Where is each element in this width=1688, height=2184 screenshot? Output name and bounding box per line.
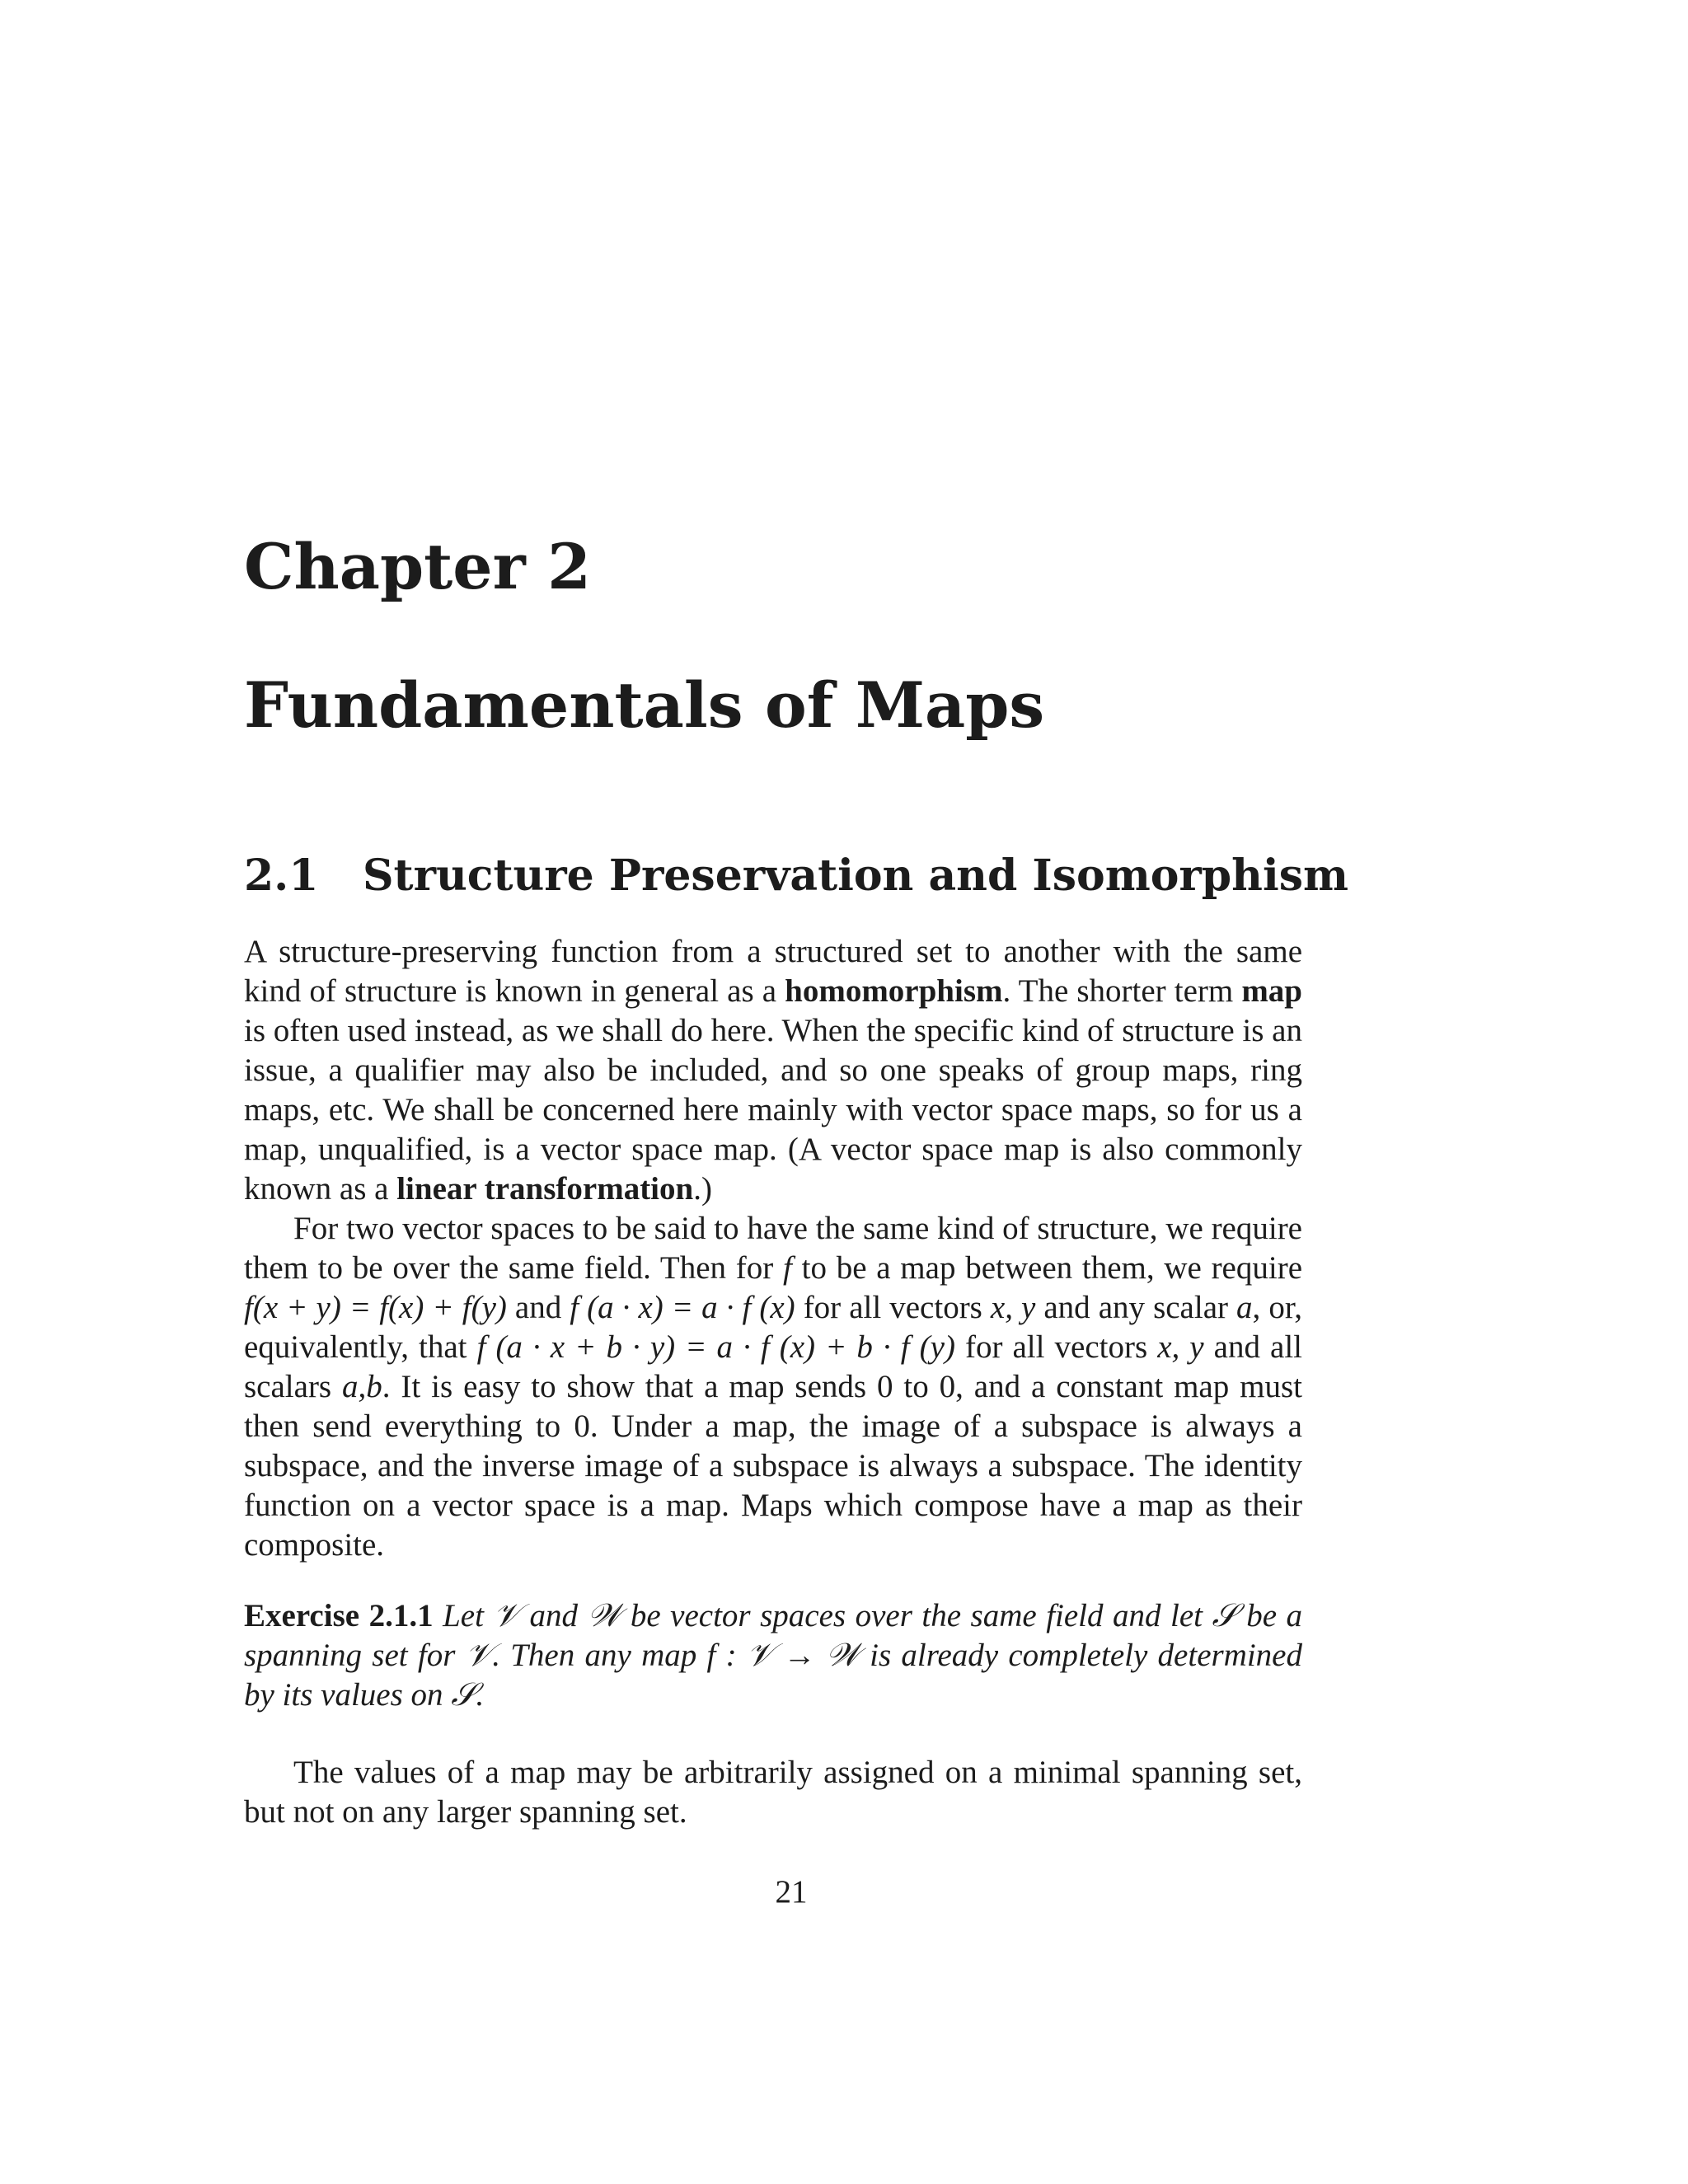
text-run: . Then any map [492, 1638, 707, 1673]
exercise-label: Exercise 2.1.1 [244, 1598, 434, 1633]
text-run: , or, equivalently, that [244, 1290, 1303, 1365]
text-run: for all vectors [954, 1329, 1158, 1365]
math-S: 𝒮 [451, 1677, 476, 1713]
math-xy: x, y [1157, 1329, 1204, 1365]
text-run: and any scalar [1035, 1290, 1237, 1325]
section-heading [244, 849, 1348, 903]
math-additivity: f(x + y) = f(x) + f(y) [244, 1290, 507, 1325]
text-run: and all scalars [244, 1329, 1303, 1404]
chapter-title: Fundamentals of Maps [244, 668, 1045, 742]
term-homomorphism: homomorphism [785, 973, 1003, 1009]
page-number-container [0, 1872, 1688, 1912]
text-run: . The shorter term [1002, 973, 1242, 1009]
math-f: f [783, 1250, 792, 1286]
page-number: 21 [775, 1874, 808, 1910]
text-run: Let [433, 1598, 494, 1633]
term-linear-transformation: linear transformation [396, 1171, 694, 1207]
section-number: 2.1 [244, 851, 319, 901]
text-run: and [506, 1290, 570, 1325]
math-W: 𝒲 [587, 1598, 621, 1633]
text-run: be a spanning set for [244, 1598, 1303, 1673]
text-run: is often used instead, as we shall do here. When the specific kind of structure is an issue, a qualifier may also be included, and so one speaks of group maps, ring maps, etc. We shall be concerned here mainly with vector space maps, so for us a map, unqualified, is a vector space map. (A vector space map is also commonly known as a [244, 1013, 1302, 1207]
math-linearity: f (a · x + b · y) = a · f (x) + b · f (y) [476, 1329, 955, 1365]
paragraph-spanning-set: The values of a map may be arbitrarily assigned on a minimal spanning set, but not on any larger spanning set. [244, 1755, 1302, 1830]
text-run: for all vectors [795, 1290, 991, 1325]
math-map-signature: f : 𝒱 → 𝒲 [706, 1638, 860, 1673]
paragraph-intro [244, 932, 1302, 1209]
text-run: is already completely determined by its values on [244, 1638, 1302, 1713]
math-homogeneity: f (a · x) = a · f (x) [570, 1290, 795, 1325]
term-map: map [1241, 973, 1302, 1009]
math-V: 𝒱 [493, 1598, 520, 1633]
chapter-label: Chapter 2 [244, 530, 591, 603]
text-run: be vector spaces over the same field and let [621, 1598, 1212, 1633]
text-run: . [476, 1677, 485, 1713]
text-run: . It is easy to show that a map sends 0 to 0, and a constant map must then send everything to 0. Under a map, the image of a subspace is always a subspace, and the inverse image of a subspace is always a subspace. The identity function on a vector space is a map. Maps which compose have a map as their composite. [244, 1369, 1302, 1563]
math-a: a [1236, 1290, 1253, 1325]
text-run: to be a map between them, we require [791, 1250, 1302, 1286]
math-ab: a,b [342, 1369, 382, 1404]
text-run: A structure-preserving function from a structured set to another with the same kind of structure is known in general as a [244, 934, 1302, 1009]
paragraph-map-definition [244, 1209, 1302, 1565]
text-run: and [519, 1598, 588, 1633]
math-xy: x, y [990, 1290, 1036, 1325]
section-title: Structure Preservation and Isomorphism [363, 851, 1349, 901]
exercise-2-1-1 [244, 1596, 1302, 1715]
text-run: For two vector spaces to be said to have the same kind of structure, we require them to be over the same field. Then for [244, 1211, 1302, 1286]
math-S: 𝒮 [1212, 1598, 1237, 1633]
math-V: 𝒱 [465, 1638, 493, 1673]
text-run: .) [693, 1171, 712, 1207]
